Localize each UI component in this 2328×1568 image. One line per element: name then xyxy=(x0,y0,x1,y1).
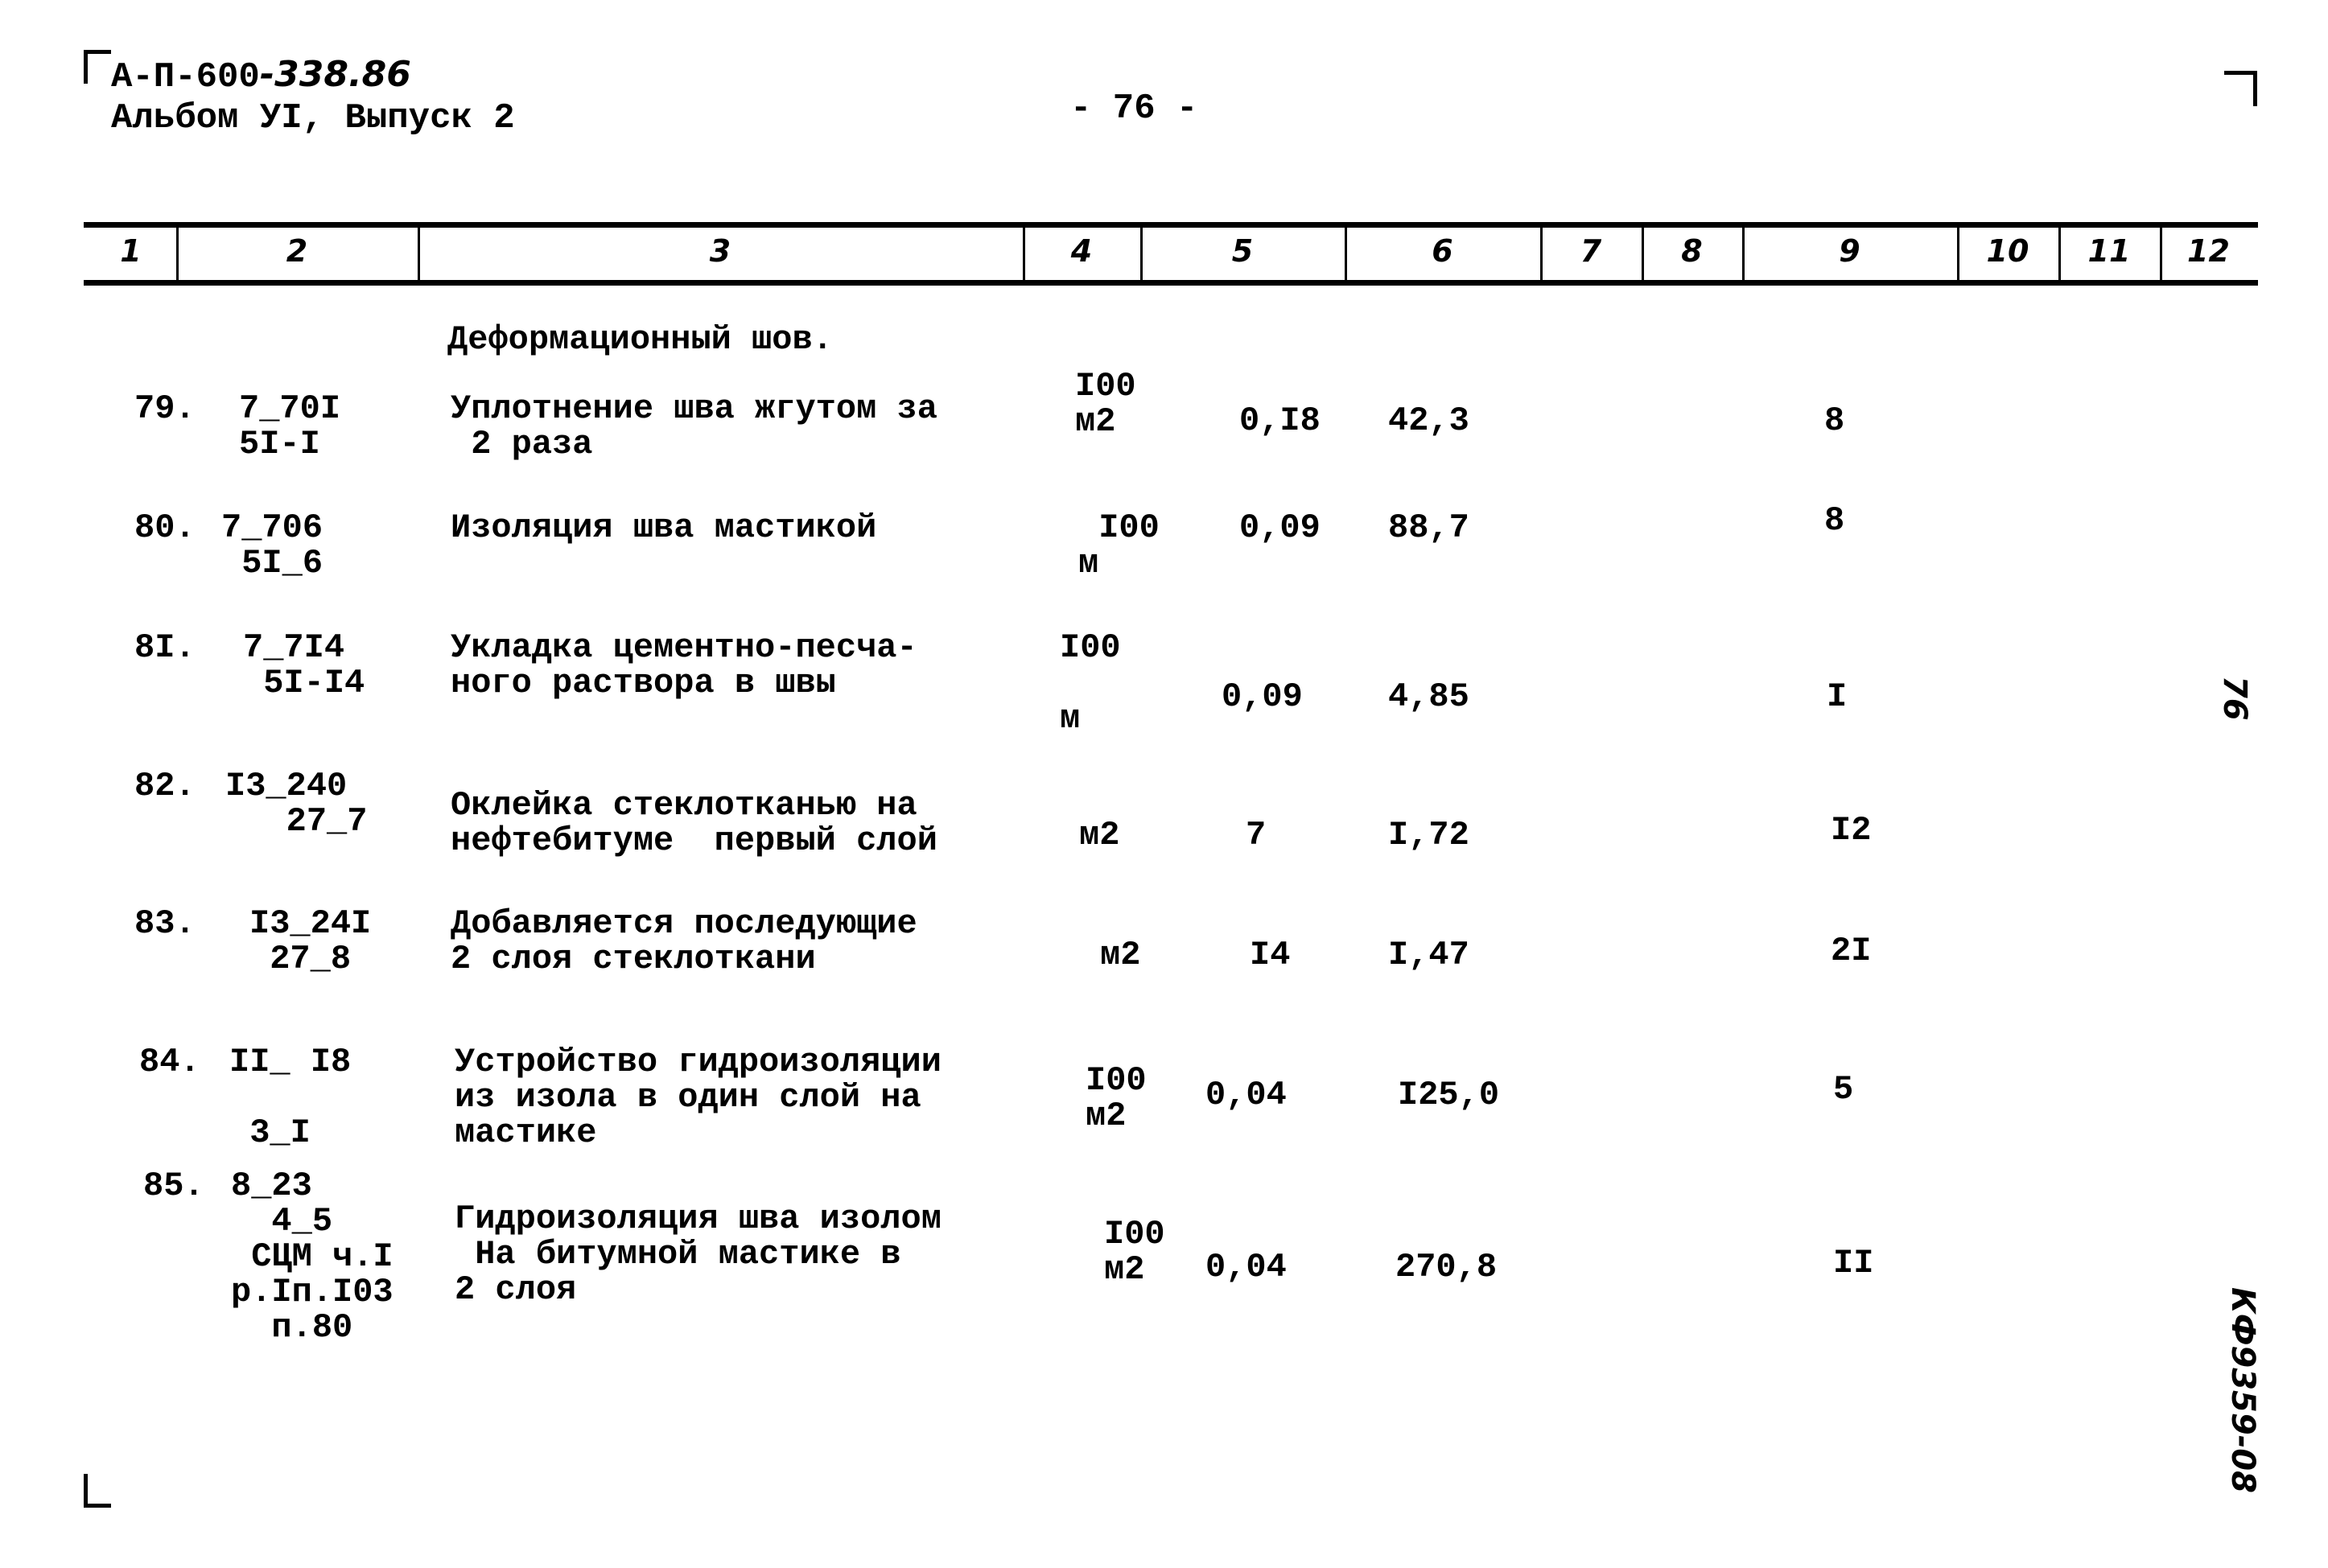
cell-col9: II xyxy=(1833,1244,1874,1282)
cell-qty: 0,09 xyxy=(1222,677,1303,716)
cell-code: 7_7I4 5I-I4 xyxy=(243,628,365,702)
column-number-1: 1 xyxy=(120,233,142,269)
cell-code: I3_240 27_7 xyxy=(225,767,368,841)
cell-num: 83. xyxy=(134,904,196,943)
cell-num: 80. xyxy=(134,508,196,547)
cell-qty: 0,04 xyxy=(1205,1248,1287,1286)
corner-mark-top-right xyxy=(2253,71,2257,106)
column-number-7: 7 xyxy=(1580,233,1602,269)
column-number-5: 5 xyxy=(1231,233,1254,269)
cell-code: II_ I8 3_I xyxy=(229,1043,352,1152)
table-header-top-rule xyxy=(84,222,2258,228)
cell-col9: I xyxy=(1827,677,1848,716)
cell-col9: 8 xyxy=(1824,501,1845,540)
cell-qty: 0,09 xyxy=(1239,508,1321,547)
cell-col9: 8 xyxy=(1824,401,1845,440)
section-title: Деформационный шов. xyxy=(447,320,833,359)
column-number-12: 12 xyxy=(2187,233,2230,269)
cell-desc: Оклейка стеклотканью на нефтебитуме первый слой xyxy=(451,786,937,860)
cell-col9: I2 xyxy=(1831,811,1872,850)
cell-num: 79. xyxy=(134,389,196,428)
corner-mark-bottom-left xyxy=(84,1474,88,1508)
archive-stamp: КФ9359-08 xyxy=(2224,1287,2261,1493)
cell-col9: 2I xyxy=(1831,932,1872,970)
cell-qty: I4 xyxy=(1250,936,1291,974)
cell-num: 84. xyxy=(139,1043,200,1081)
cell-price: 4,85 xyxy=(1388,677,1469,716)
cell-desc: Изоляция шва мастикой xyxy=(451,508,877,547)
cell-price: I,72 xyxy=(1388,816,1469,854)
doc-code-typed: А-П-600 xyxy=(111,57,260,97)
table-header-bottom-rule xyxy=(84,280,2258,286)
cell-unit: I00 м xyxy=(1060,628,1121,738)
cell-code: 8_23 4_5 СЦМ ч.I p.Iп.I03 п.80 xyxy=(231,1167,393,1347)
cell-unit: I00 м2 xyxy=(1086,1061,1147,1135)
column-number-4: 4 xyxy=(1070,233,1093,269)
doc-code xyxy=(111,56,411,96)
column-number-2: 2 xyxy=(286,233,308,269)
cell-unit: I00 м2 xyxy=(1075,367,1136,441)
cell-qty: 0,I8 xyxy=(1239,401,1321,440)
cell-qty: 0,04 xyxy=(1205,1076,1287,1114)
cell-unit: м2 xyxy=(1100,936,1141,974)
cell-price: 270,8 xyxy=(1395,1248,1498,1286)
cell-code: I3_24I 27_8 xyxy=(249,904,372,978)
column-number-9: 9 xyxy=(1839,233,1860,269)
cell-qty: 7 xyxy=(1246,816,1267,854)
cell-price: I,47 xyxy=(1388,936,1469,974)
page-number: - 76 - xyxy=(1070,88,1198,129)
cell-code: 7_706 5I_6 xyxy=(221,508,323,582)
cell-num: 82. xyxy=(134,767,196,805)
column-number-3: 3 xyxy=(709,233,731,269)
cell-price: I25,0 xyxy=(1398,1076,1500,1114)
cell-num: 8I. xyxy=(134,628,196,667)
column-number-10: 10 xyxy=(1986,233,2029,269)
cell-col9: 5 xyxy=(1833,1070,1854,1109)
cell-desc: Устройство гидроизоляции из изола в один слой на мастике xyxy=(455,1043,942,1152)
column-number-6: 6 xyxy=(1432,233,1453,269)
cell-unit: I00 м xyxy=(1078,508,1160,582)
column-number-8: 8 xyxy=(1681,233,1703,269)
cell-price: 42,3 xyxy=(1388,401,1469,440)
corner-mark-top-left xyxy=(84,50,88,84)
cell-unit: I00 м2 xyxy=(1104,1215,1165,1289)
column-number-11: 11 xyxy=(2087,233,2131,269)
doc-code-handwritten: -338.86 xyxy=(259,54,411,95)
cell-unit: м2 xyxy=(1079,816,1120,854)
cell-desc: Уплотнение шва жгутом за 2 раза xyxy=(451,389,937,463)
cell-desc: Добавляется последующие 2 слоя стеклоткани xyxy=(451,904,917,978)
cell-desc: Укладка цементно-песча- ного раствора в швы xyxy=(451,628,917,702)
corner-mark-top-right-h xyxy=(2224,71,2256,75)
cell-desc: Гидроизоляция шва изолом На битумной мастике в 2 слоя xyxy=(455,1200,942,1309)
cell-price: 88,7 xyxy=(1388,508,1469,547)
cell-num: 85. xyxy=(143,1167,204,1205)
album-issue: Альбом УI, Выпуск 2 xyxy=(111,98,515,138)
margin-page-number: 76 xyxy=(2216,676,2253,721)
corner-mark-top-left-h xyxy=(84,50,111,54)
cell-code: 7_70I 5I-I xyxy=(239,389,341,463)
corner-mark-bottom-left-h xyxy=(84,1504,111,1508)
